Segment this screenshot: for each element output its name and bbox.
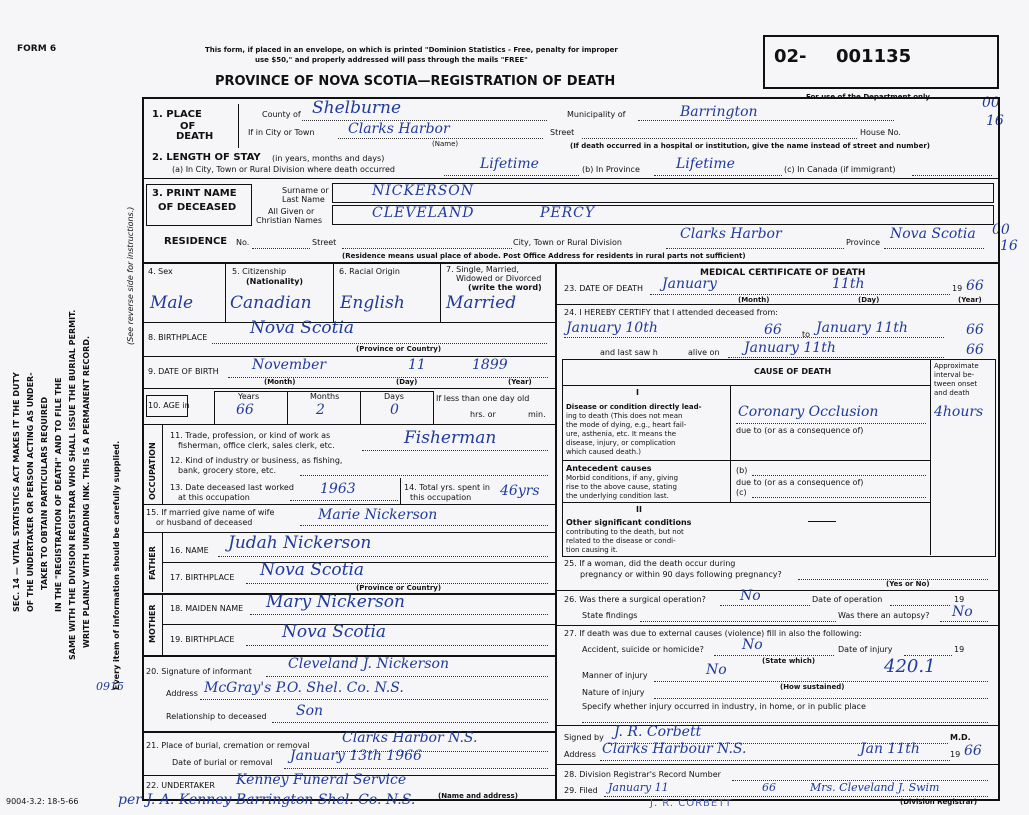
dob-year: 1899: [472, 357, 508, 373]
marital-label-1: 7. Single, Married,: [446, 265, 519, 274]
stay-b-label: (b) In Province: [582, 165, 640, 174]
margin-note: 0915: [96, 680, 124, 693]
county-value: Shelburne: [312, 98, 402, 118]
cause-a-value: Coronary Occlusion: [738, 404, 879, 420]
residence-city-value: Clarks Harbor: [680, 226, 782, 242]
dept-code-2: 16: [986, 113, 1004, 129]
side-notice-2: OF THE UNDERTAKER OR PERSON ACTING AS UNDER-: [26, 372, 35, 612]
house-label: House No.: [860, 128, 901, 137]
citizenship-label-2: (Nationality): [246, 277, 304, 286]
residence-province-value: Nova Scotia: [890, 226, 976, 242]
side-notice-4: IN THE "REGISTRATION OF DEATH" AND TO FILE THE: [54, 377, 63, 612]
undertaker-name: Kenney Funeral Service: [236, 772, 407, 788]
death-date-label: 23. DATE OF DEATH: [564, 284, 644, 293]
stay-a-value: Lifetime: [480, 156, 539, 172]
nature-label: Nature of injury: [582, 688, 645, 697]
cause-b-label: (b): [736, 466, 748, 475]
other-conditions-4: tion causing it.: [566, 546, 618, 554]
undertaker-address: per J. A. Kenney Barrington Shel. Co. N.S.: [118, 792, 416, 808]
relationship-label: Relationship to deceased: [166, 712, 267, 721]
death-month: January: [662, 276, 717, 292]
dob-month: November: [252, 357, 327, 373]
given-value-1: CLEVELAND: [372, 205, 475, 221]
manner-label: Manner of injury: [582, 671, 648, 680]
dept-use-label: For use of the Department only: [806, 93, 930, 101]
age-months: 2: [316, 402, 325, 418]
physician-address: Clarks Harbour N.S.: [602, 741, 747, 757]
age-label: 10. AGE in: [148, 401, 190, 410]
last-worked-label-2: at this occupation: [178, 493, 250, 502]
cause-title: CAUSE OF DEATH: [754, 367, 832, 376]
mother-name-label: 18. MAIDEN NAME: [170, 604, 244, 613]
stay-label: 2. LENGTH OF STAY: [152, 152, 261, 163]
burial-date-label: Date of burial or removal: [172, 758, 273, 767]
accident-value: No: [742, 637, 763, 653]
marital-label-3: (write the word): [468, 283, 542, 292]
due-to-label-a: due to (or as a consequence of): [736, 426, 864, 435]
informant-address: McGray's P.O. Shel. Co. N.S.: [204, 680, 404, 696]
trade-value: Fisherman: [404, 428, 497, 448]
attend-to-label: to: [802, 330, 811, 339]
surname-value: NICKERSON: [372, 183, 475, 199]
last-worked-label-1: 13. Date deceased last worked: [170, 483, 294, 492]
footer-code: 9004-3.2: 18-5-66: [6, 797, 79, 806]
autopsy-label: Was there an autopsy?: [838, 611, 930, 620]
dob-day-hint: (Day): [396, 378, 418, 386]
hospital-note: (If death occurred in a hospital or institution, give the name instead of street and number): [570, 142, 930, 150]
racial-label: 6. Racial Origin: [339, 267, 400, 276]
undertaker-hint: (Name and address): [438, 792, 518, 800]
interval-hint-1: Approximate: [934, 362, 979, 370]
attend-from-year: 66: [764, 322, 782, 338]
side-notice-8: (See reverse side for instructions.): [126, 206, 135, 345]
residence-no-label: No.: [236, 238, 250, 247]
attend-to-year: 66: [966, 322, 984, 338]
father-birthplace-label: 17. BIRTHPLACE: [170, 573, 235, 582]
racial-value: English: [340, 293, 405, 313]
age-less-label: If less than one day old: [436, 394, 530, 403]
q26-label: 26. Was there a surgical operation?: [564, 595, 706, 604]
antecedent-label-1: Antecedent causes: [566, 464, 652, 473]
q25-yes-no-hint: (Yes or No): [886, 580, 930, 588]
stay-b-value: Lifetime: [676, 156, 735, 172]
marital-value: Married: [446, 293, 517, 313]
place-label-2: OF: [180, 121, 196, 132]
municipality-label: Municipality of: [567, 110, 626, 119]
informant-sig-label: 20. Signature of informant: [146, 667, 252, 676]
city-name-hint: (Name): [432, 140, 459, 148]
antecedent-label-4: the underlying condition last.: [566, 492, 669, 500]
interval-hint-2: interval be-: [934, 371, 975, 379]
sex-label: 4. Sex: [148, 267, 173, 276]
q25-label-1: 25. If a woman, did the death occur during: [564, 559, 736, 568]
dob-month-hint: (Month): [264, 378, 296, 386]
place-label-3: DEATH: [176, 131, 214, 142]
city-value: Clarks Harbor: [348, 121, 450, 137]
md-label: M.D.: [950, 733, 971, 742]
autopsy-value: No: [952, 604, 973, 620]
dept-code-3: 00: [992, 222, 1010, 238]
side-notice-5: SAME WITH THE DIVISION REGISTRAR WHO SHALL ISSUE THE BURIAL PERMIT.: [68, 309, 77, 660]
how-sustained-hint: (How sustained): [780, 683, 845, 691]
registration-number: 001135: [836, 46, 912, 67]
trade-label-2: fisherman, office clerk, sales clerk, etc.: [178, 441, 335, 450]
father-side-label: FATHER: [148, 546, 157, 580]
total-years-value: 46yrs: [500, 483, 540, 499]
street-label: Street: [550, 128, 575, 137]
registrar-signature: Mrs. Cleveland J. Swim: [810, 781, 940, 794]
residence-province-label: Province: [846, 238, 881, 247]
other-conditions-1: Other significant conditions: [566, 518, 692, 527]
certify-label: 24. I HEREBY CERTIFY that I attended deceased from:: [564, 308, 778, 317]
q26-value: No: [740, 588, 761, 604]
state-findings-label: State findings: [582, 611, 638, 620]
side-notice-6: WRITE PLAINLY WITH UNFADING INK. THIS IS A PERMANENT RECORD.: [82, 336, 91, 648]
age-years: 66: [236, 402, 254, 418]
death-year: 66: [966, 278, 984, 294]
cause-c-label: (c): [736, 488, 747, 497]
father-name-value: Judah Nickerson: [228, 533, 372, 553]
last-saw-label: and last saw h: [600, 348, 658, 357]
cause-part-two: II: [636, 505, 642, 514]
state-which-hint: (State which): [762, 657, 816, 665]
last-saw-year: 66: [966, 342, 984, 358]
signed-date: Jan 11th: [860, 741, 920, 757]
death-day: 11th: [832, 276, 865, 292]
mother-birthplace-label: 19. BIRTHPLACE: [170, 635, 235, 644]
birthplace-value: Nova Scotia: [250, 318, 355, 338]
death-month-hint: (Month): [738, 296, 770, 304]
form-number: FORM 6: [17, 44, 57, 54]
form-title: PROVINCE OF NOVA SCOTIA—REGISTRATION OF DEATH: [215, 74, 616, 89]
surname-label-1: Surname or: [282, 186, 329, 195]
classification-code: 420.1: [884, 656, 936, 677]
antecedent-label-3: rise to the above cause, stating: [566, 483, 677, 491]
postal-notice-1: This form, if placed in an envelope, on which is printed "Dominion Statistics - Free, penalty for improper: [205, 46, 618, 54]
alive-on-label: alive on: [688, 348, 720, 357]
sex-value: Male: [150, 293, 194, 313]
residence-city-label: City, Town or Rural Division: [513, 238, 622, 247]
immediate-cause-3: the mode of dying, e.g., heart fail-: [566, 421, 687, 429]
place-label-1: 1. PLACE: [152, 109, 202, 120]
mother-birthplace-value: Nova Scotia: [282, 622, 387, 642]
informant-signature: Cleveland J. Nickerson: [288, 656, 450, 672]
residence-note: (Residence means usual place of abode. Post Office Address for residents in rural parts not sufficient): [342, 252, 746, 260]
mother-name-value: Mary Nickerson: [266, 592, 405, 612]
filed-label: 29. Filed: [564, 786, 598, 795]
interval-a-value: 4hours: [934, 404, 984, 420]
spouse-value: Marie Nickerson: [318, 507, 438, 523]
stay-a-label: (a) In City, Town or Rural Division where death occurred: [172, 165, 395, 174]
q25-label-2: pregnancy or within 90 days following pregnancy?: [580, 570, 782, 579]
municipality-value: Barrington: [680, 104, 758, 120]
dob-label: 9. DATE OF BIRTH: [148, 367, 219, 376]
q27-label: 27. If death was due to external causes (violence) fill in also the following:: [564, 629, 862, 638]
dept-code-1: 00: [982, 95, 1000, 111]
citizenship-value: Canadian: [230, 293, 312, 313]
physician-address-label: Address: [564, 750, 596, 759]
father-name-label: 16. NAME: [170, 546, 209, 555]
last-saw-value: January 11th: [744, 340, 836, 356]
father-birthplace-value: Nova Scotia: [260, 560, 365, 580]
city-label: If in City or Town: [248, 128, 315, 137]
burial-place-label: 21. Place of burial, cremation or removal: [146, 741, 310, 750]
interval-hint-4: and death: [934, 389, 970, 397]
operation-year-prefix: 19: [954, 595, 965, 604]
operation-date-label: Date of operation: [812, 595, 883, 604]
spouse-label-2: or husband of deceased: [156, 518, 253, 527]
injury-year-prefix: 19: [954, 645, 965, 654]
stay-hint: (in years, months and days): [272, 154, 385, 163]
death-year-hint: (Year): [958, 296, 982, 304]
citizenship-label-1: 5. Citizenship: [232, 267, 287, 276]
specify-label: Specify whether injury occurred in industry, in home, or in public place: [582, 702, 866, 711]
immediate-cause-2: ing to death (This does not mean: [566, 412, 683, 420]
signed-year: 66: [964, 743, 982, 759]
immediate-cause-5: disease, injury, or complication: [566, 439, 676, 447]
birthplace-hint: (Province or Country): [356, 345, 442, 353]
birthplace-label: 8. BIRTHPLACE: [148, 333, 208, 342]
industry-label-1: 12. Kind of industry or business, as fishing,: [170, 456, 343, 465]
stay-c-label: (c) In Canada (if immigrant): [784, 165, 896, 174]
given-label-1: All Given or: [268, 207, 315, 216]
marital-label-2: Widowed or Divorced: [456, 274, 542, 283]
side-notice-7: Every item of information should be carefully supplied.: [112, 440, 121, 690]
total-years-label-2: this occupation: [410, 493, 472, 502]
given-value-2: PERCY: [540, 205, 596, 221]
other-conditions-3: related to the disease or condi-: [566, 537, 676, 545]
mother-side-label: MOTHER: [148, 604, 157, 643]
name-label-2: OF DECEASED: [158, 202, 237, 213]
industry-label-2: bank, grocery store, etc.: [178, 466, 277, 475]
filed-date: January 11: [608, 781, 669, 794]
days-label: Days: [384, 392, 404, 401]
undertaker-label: 22. UNDERTAKER: [146, 781, 215, 790]
injury-date-label: Date of injury: [838, 645, 893, 654]
registrar-record-label: 28. Division Registrar's Record Number: [564, 770, 721, 779]
registration-prefix: 02-: [774, 46, 807, 67]
manner-value: No: [706, 662, 727, 678]
relationship-value: Son: [296, 703, 324, 719]
death-year-prefix: 19: [952, 284, 963, 293]
filed-year: 66: [762, 781, 776, 794]
attend-to: January 11th: [816, 320, 908, 336]
antecedent-label-2: Morbid conditions, if any, giving: [566, 474, 679, 482]
informant-address-label: Address: [166, 689, 198, 698]
interval-hint-3: tween onset: [934, 380, 978, 388]
last-worked-value: 1963: [320, 481, 356, 497]
years-label: Years: [238, 392, 260, 401]
accident-label: Accident, suicide or homicide?: [582, 645, 704, 654]
signed-year-prefix: 19: [950, 750, 961, 759]
other-conditions-2: contributing to the death, but not: [566, 528, 684, 536]
burial-place-value: Clarks Harbor N.S.: [342, 730, 478, 746]
given-label-2: Christian Names: [256, 216, 322, 225]
immediate-cause-6: which caused death.): [566, 448, 641, 456]
dob-day: 11: [408, 357, 426, 373]
signed-by-label: Signed by: [564, 733, 604, 742]
age-hrs-label: hrs. or: [470, 410, 496, 419]
burial-date-value: January 13th 1966: [290, 748, 422, 764]
trade-label-1: 11. Trade, profession, or kind of work as: [170, 431, 331, 440]
surname-label-2: Last Name: [282, 195, 325, 204]
months-label: Months: [310, 392, 340, 401]
death-day-hint: (Day): [858, 296, 880, 304]
occupation-side-label: OCCUPATION: [148, 442, 157, 500]
total-years-label-1: 14. Total yrs. spent in: [404, 483, 490, 492]
side-notice-1: SEC. 14 — VITAL STATISTICS ACT MAKES IT THE DUTY: [12, 372, 21, 612]
medical-title: MEDICAL CERTIFICATE OF DEATH: [700, 268, 866, 278]
father-birthplace-hint: (Province or Country): [356, 584, 442, 592]
cause-part-one: I: [636, 388, 639, 397]
spouse-label-1: 15. If married give name of wife: [146, 508, 275, 517]
residence-label: RESIDENCE: [164, 236, 228, 247]
attend-from: January 10th: [566, 320, 658, 336]
registrar-hint: (Division Registrar): [900, 798, 978, 806]
physician-signature: J. R. Corbett: [614, 724, 702, 740]
county-label: County of: [262, 110, 301, 119]
immediate-cause-1: Disease or condition directly lead-: [566, 403, 702, 411]
dob-year-hint: (Year): [508, 378, 532, 386]
age-days: 0: [390, 402, 399, 418]
side-notice-3: TAKER TO OBTAIN PARTICULARS REQUIRED: [40, 396, 49, 590]
residence-street-label: Street: [312, 238, 337, 247]
dept-code-4: 16: [1000, 238, 1018, 254]
age-min-label: min.: [528, 410, 546, 419]
name-label-1: 3. PRINT NAME: [152, 188, 237, 199]
postal-notice-2: use $50," and properly addressed will pass through the mails "FREE": [255, 56, 528, 64]
physician-stamp: J. R. CORBETT: [650, 798, 733, 809]
due-to-label-b: due to (or as a consequence of): [736, 478, 864, 487]
immediate-cause-4: ure, asthenia, etc. It means the: [566, 430, 677, 438]
